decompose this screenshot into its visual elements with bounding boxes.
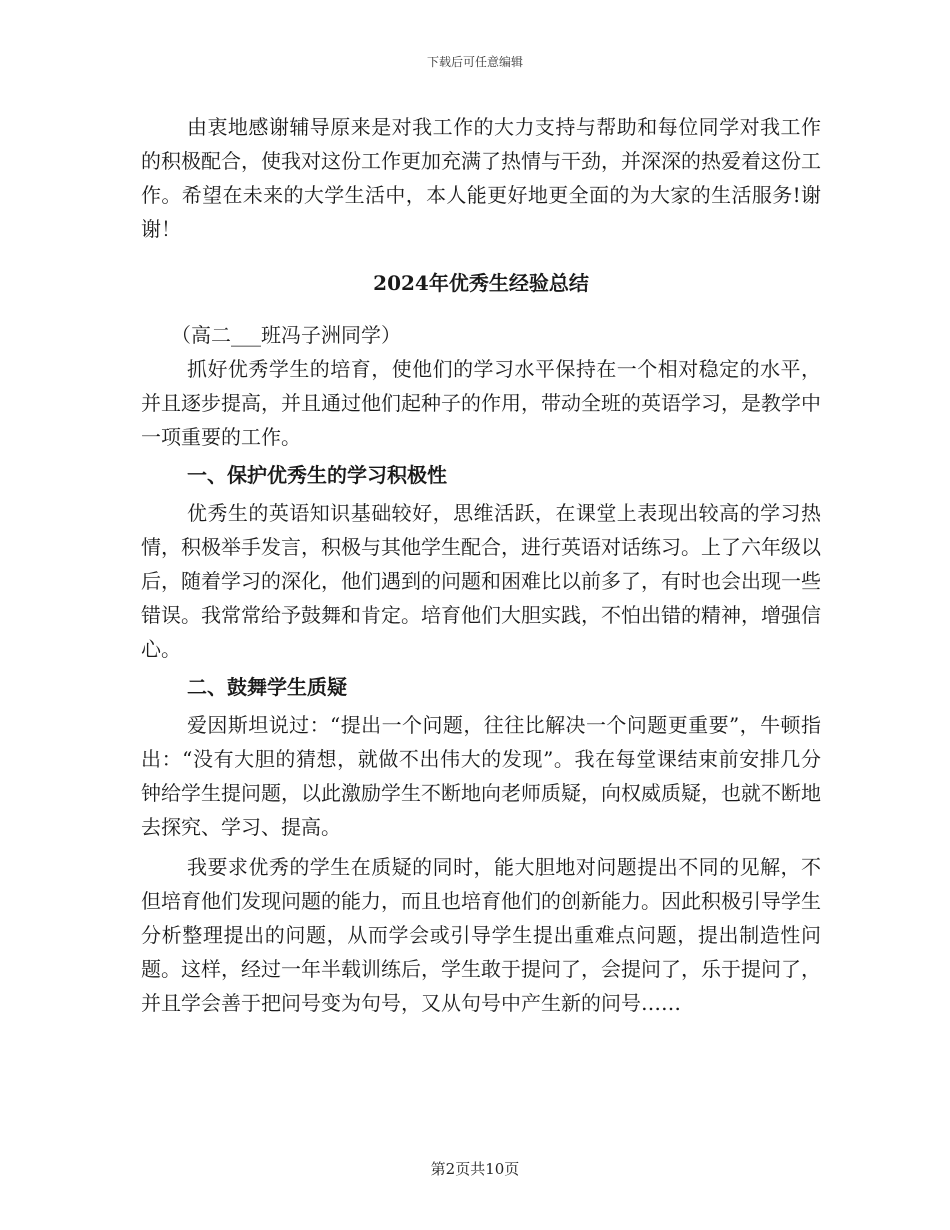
section2-heading: 二、鼓舞学生质疑 bbox=[187, 675, 347, 699]
section2-paragraph1: 爱因斯坦说过：“提出一个问题，往往比解决一个问题更重要”，牛顿指出：“没有大胆的猜想，就做不出伟大的发现”。我在每堂课结束前安排几分钟给学生提问题，以此激励学生不断地向老师质疑，向权威质疑，也就不断地去探究、学习、提高。 bbox=[141, 713, 821, 839]
author-line: （高二___班冯子洲同学） bbox=[171, 323, 401, 347]
document-body bbox=[141, 110, 821, 1020]
document-title: 2024年优秀生经验总结 bbox=[373, 271, 589, 295]
intro-paragraph: 由衷地感谢辅导原来是对我工作的大力支持与帮助和每位同学对我工作的积极配合，使我对这份工作更加充满了热情与干劲，并深深的热爱着这份工作。希望在未来的大学生活中，本人能更好地更全面的为大家的生活服务!谢谢！ bbox=[141, 115, 821, 241]
section1-paragraph: 优秀生的英语知识基础较好，思维活跃，在课堂上表现出较高的学习热情，积极举手发言，积极与其他学生配合，进行英语对话练习。上了六年级以后，随着学习的深化，他们遇到的问题和困难比以前多了，有时也会出现一些错误。我常常给予鼓舞和肯定。培育他们大胆实践，不怕出错的精神，增强信心。 bbox=[141, 501, 821, 661]
page-footer: 第2页共10页 bbox=[430, 1160, 520, 1178]
opening-paragraph: 抓好优秀学生的培育，使他们的学习水平保持在一个相对稳定的水平，并且逐步提高，并且通过他们起种子的作用，带动全班的英语学习，是教学中一项重要的工作。 bbox=[141, 357, 821, 449]
section1-heading: 一、保护优秀生的学习积极性 bbox=[187, 463, 447, 487]
section2-paragraph2: 我要求优秀的学生在质疑的同时，能大胆地对问题提出不同的见解，不但培育他们发现问题的能力，而且也培育他们的创新能力。因此积极引导学生分析整理提出的问题，从而学会或引导学生提出重难点问题，提出制造性问题。这样，经过一年半载训练后，学生敢于提问了，会提问了，乐于提问了，并且学会善于把问号变为句号，又从句号中产生新的问号…… bbox=[141, 855, 821, 1015]
page-header-note: 下载后可任意编辑 bbox=[426, 55, 523, 69]
